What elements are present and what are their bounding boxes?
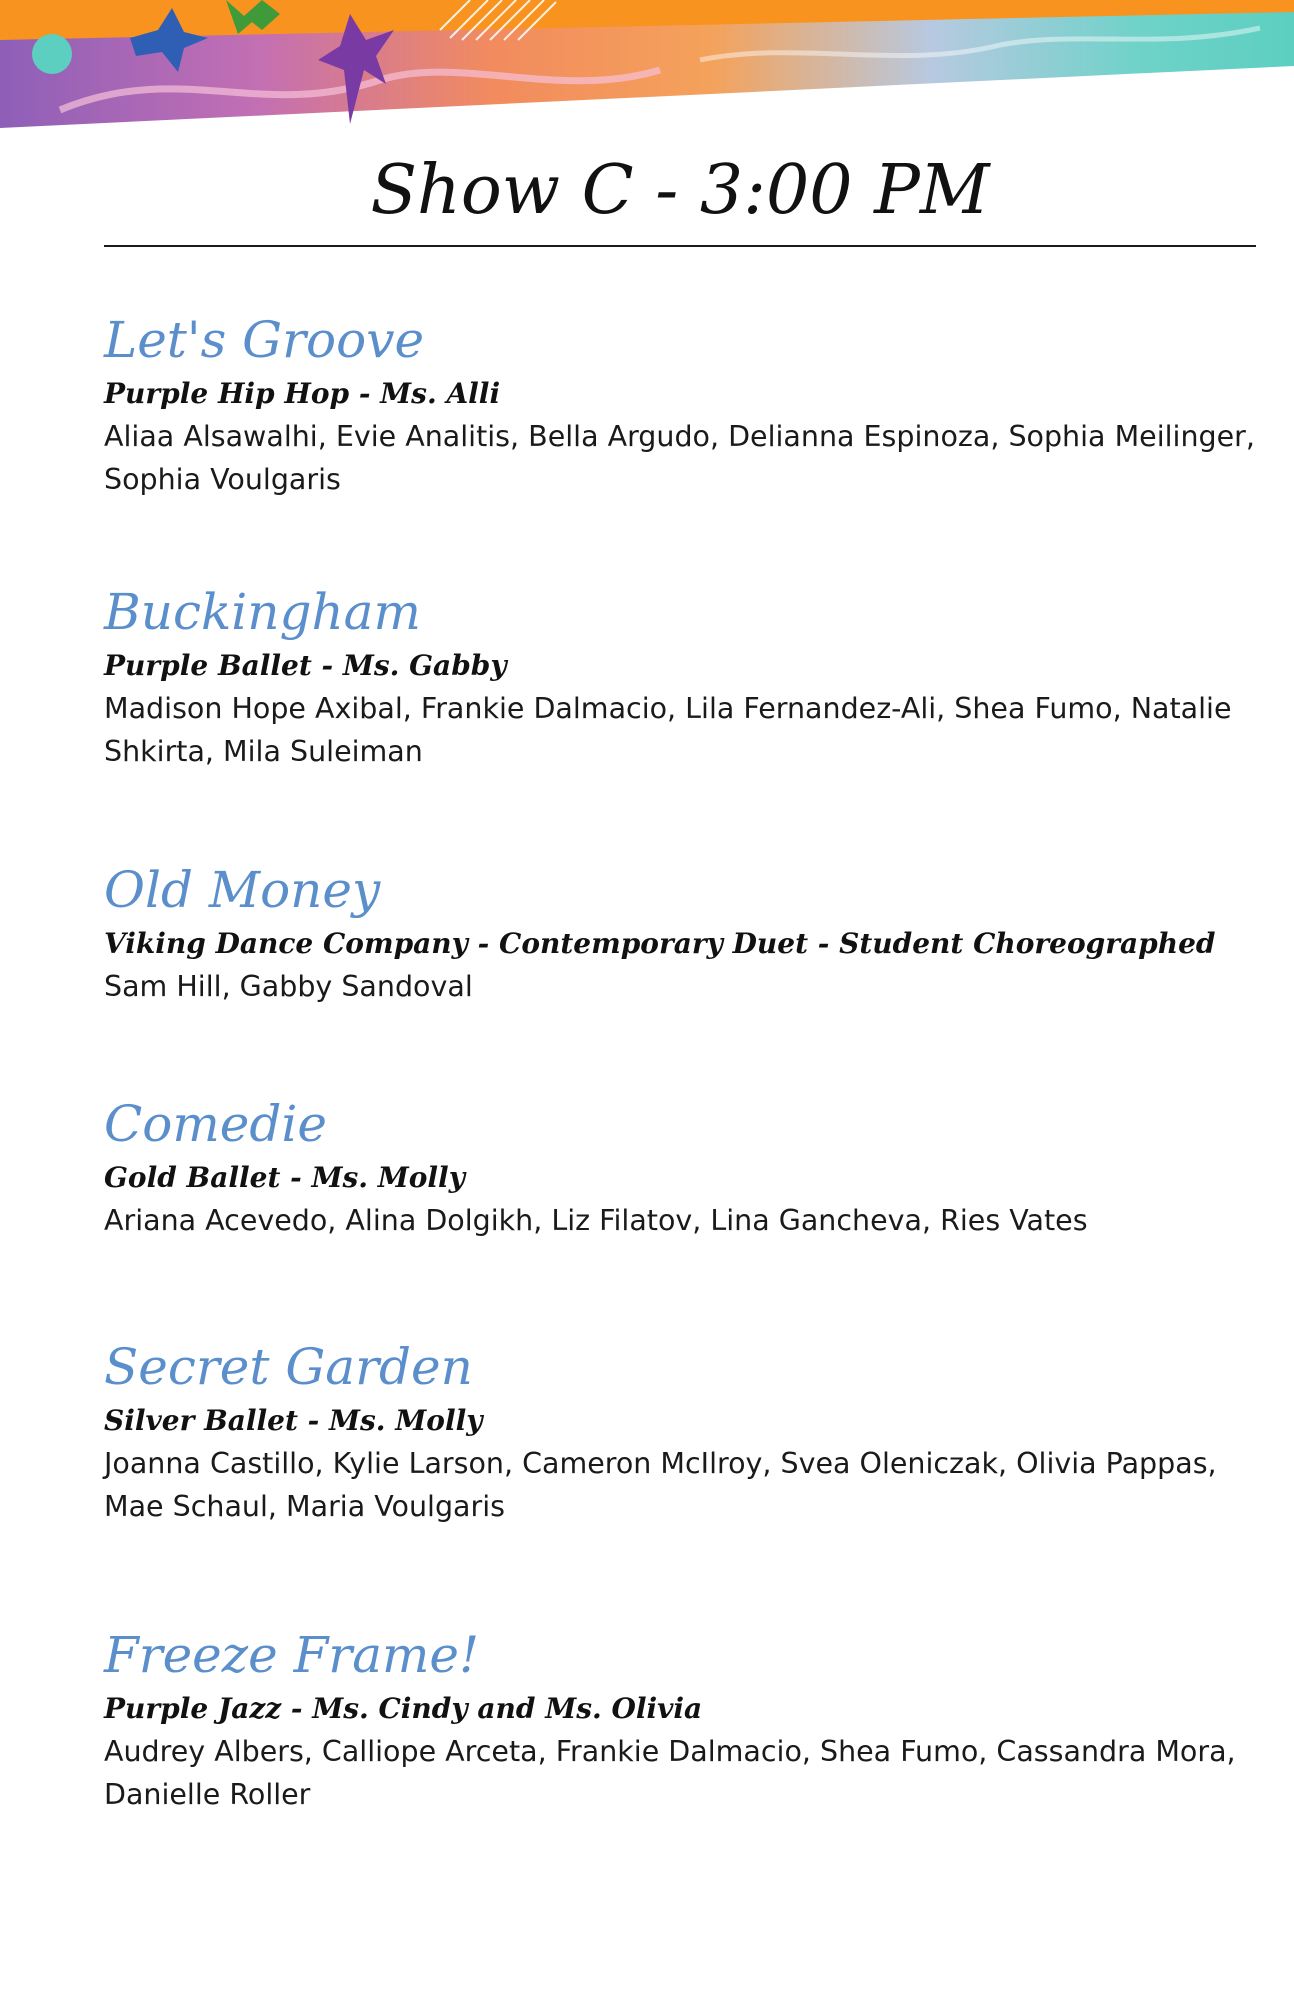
title-divider (104, 245, 1256, 247)
act-cast: Madison Hope Axibal, Frankie Dalmacio, Lila Fernandez-Ali, Shea Fumo, Natalie Shkirta, Mila Suleiman (104, 692, 1232, 769)
act-subtitle: Viking Dance Company - Contemporary Duet - Student Choreographed (104, 927, 1216, 960)
act-subtitle: Purple Jazz - Ms. Cindy and Ms. Olivia (104, 1692, 703, 1725)
program-act-5 (104, 1337, 1284, 1529)
act-title: Freeze Frame! (104, 1626, 480, 1684)
act-title: Secret Garden (104, 1338, 473, 1396)
program-act-1 (104, 310, 1284, 502)
act-subtitle: Purple Ballet - Ms. Gabby (104, 649, 507, 682)
act-title: Buckingham (104, 583, 421, 641)
act-title: Comedie (104, 1095, 327, 1153)
program-act-3 (104, 860, 1284, 1009)
act-subtitle: Purple Hip Hop - Ms. Alli (104, 377, 501, 410)
act-title: Old Money (104, 861, 381, 919)
act-cast: Aliaa Alsawalhi, Evie Analitis, Bella Argudo, Delianna Espinoza, Sophia Meilinger, Sophia Voulgaris (104, 420, 1255, 497)
act-cast: Sam Hill, Gabby Sandoval (104, 970, 473, 1004)
program-act-2 (104, 582, 1284, 774)
act-title: Let's Groove (104, 311, 425, 369)
page-title: Show C - 3:00 PM (370, 151, 990, 230)
act-subtitle: Gold Ballet - Ms. Molly (104, 1161, 465, 1194)
act-cast: Joanna Castillo, Kylie Larson, Cameron McIlroy, Svea Oleniczak, Olivia Pappas, Mae Schaul, Maria Voulgaris (104, 1447, 1217, 1524)
program-act-6 (104, 1625, 1284, 1817)
act-cast: Audrey Albers, Calliope Arceta, Frankie Dalmacio, Shea Fumo, Cassandra Mora, Danielle Roller (104, 1735, 1236, 1812)
program-act-4 (104, 1094, 1284, 1243)
act-cast: Ariana Acevedo, Alina Dolgikh, Liz Filatov, Lina Gancheva, Ries Vates (104, 1204, 1088, 1238)
teal-dot-icon (32, 34, 72, 74)
decorative-banner (0, 0, 1294, 135)
act-subtitle: Silver Ballet - Ms. Molly (104, 1404, 483, 1437)
